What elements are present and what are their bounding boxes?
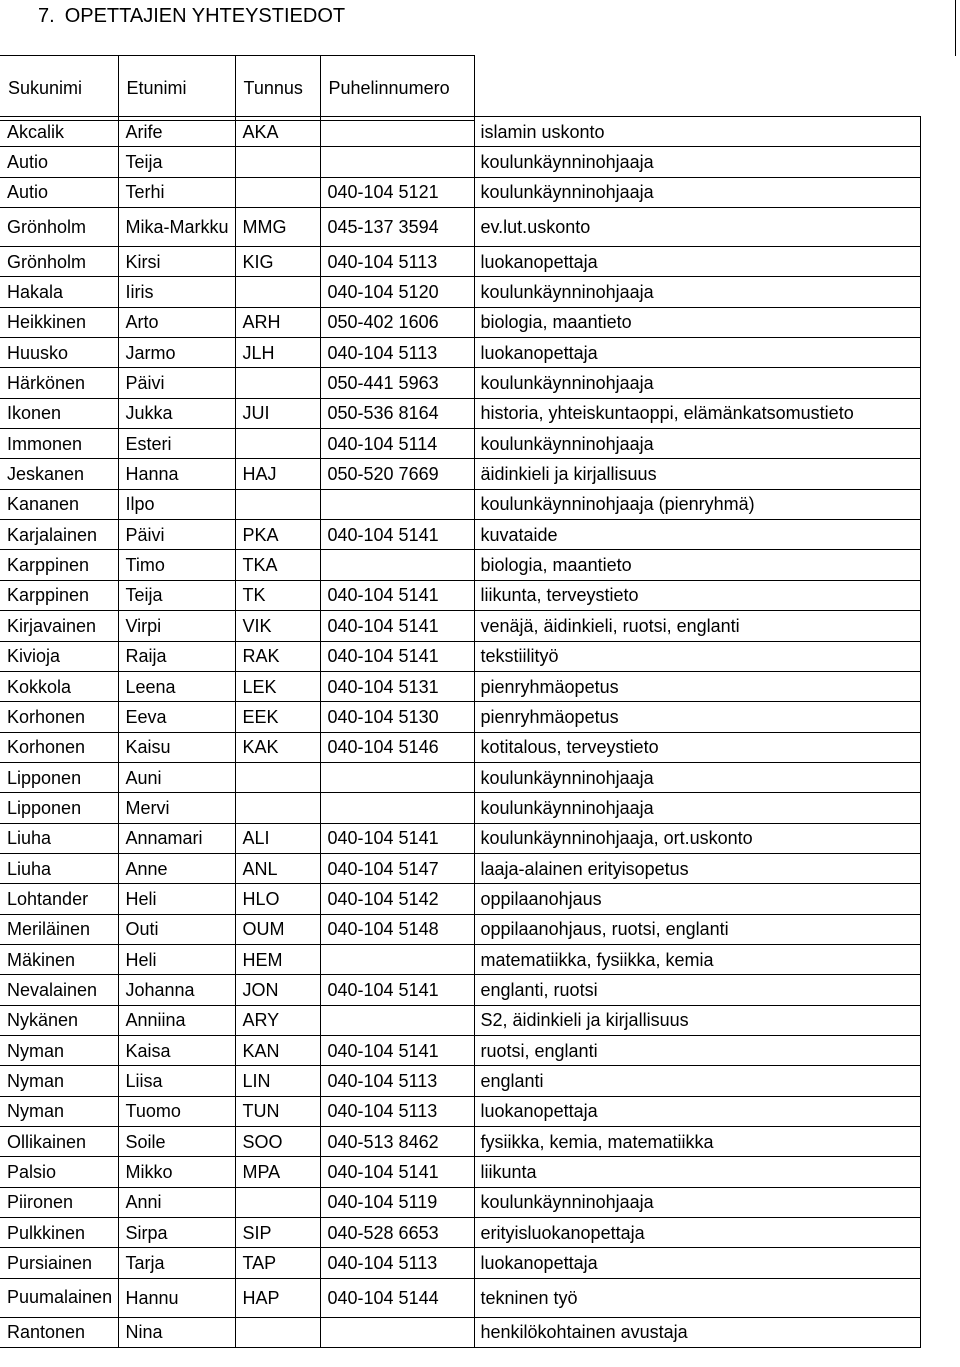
surname-cell: Huusko xyxy=(0,338,118,368)
subject-cell: koulunkäynninohjaaja (pienryhmä) xyxy=(474,489,920,519)
table-row xyxy=(0,853,920,883)
code-cell xyxy=(235,429,320,459)
table-row xyxy=(0,147,920,177)
surname-cell: Liuha xyxy=(0,823,118,853)
first-name-cell: Timo xyxy=(118,550,235,580)
surname-cell: Akcalik xyxy=(0,117,118,147)
table-row xyxy=(0,550,920,580)
first-name-cell: Nina xyxy=(118,1317,235,1347)
table-row xyxy=(0,1248,920,1278)
code-cell: KAK xyxy=(235,732,320,762)
first-name-cell: Arto xyxy=(118,307,235,337)
subject-cell: koulunkäynninohjaaja xyxy=(474,147,920,177)
subject-cell: luokanopettaja xyxy=(474,1096,920,1126)
surname-cell: Karppinen xyxy=(0,580,118,610)
surname-cell: Meriläinen xyxy=(0,914,118,944)
surname-cell: Härkönen xyxy=(0,368,118,398)
first-name-cell: Outi xyxy=(118,914,235,944)
table-row xyxy=(0,1218,920,1248)
code-cell: HEM xyxy=(235,944,320,974)
subject-cell: pienryhmäopetus xyxy=(474,671,920,701)
surname-cell: Heikkinen xyxy=(0,307,118,337)
table-row xyxy=(0,671,920,701)
code-cell: PKA xyxy=(235,520,320,550)
code-cell xyxy=(235,793,320,823)
table-row xyxy=(0,732,920,762)
subject-cell: koulunkäynninohjaaja xyxy=(474,1187,920,1217)
subject-cell: oppilaanohjaus, ruotsi, englanti xyxy=(474,914,920,944)
phone-cell: 040-104 5121 xyxy=(320,177,474,207)
first-name-cell: Päivi xyxy=(118,368,235,398)
first-name-cell: Auni xyxy=(118,762,235,792)
code-cell xyxy=(235,762,320,792)
table-row xyxy=(0,277,920,307)
code-cell xyxy=(235,1317,320,1347)
code-cell xyxy=(235,368,320,398)
first-name-cell: Annamari xyxy=(118,823,235,853)
surname-cell: Lipponen xyxy=(0,762,118,792)
table-row xyxy=(0,1005,920,1035)
table-row xyxy=(0,429,920,459)
code-cell: VIK xyxy=(235,611,320,641)
phone-cell xyxy=(320,1005,474,1035)
subject-cell: englanti, ruotsi xyxy=(474,975,920,1005)
table-row xyxy=(0,208,920,247)
first-name-cell: Kirsi xyxy=(118,247,235,277)
table-row xyxy=(0,944,920,974)
teacher-rows xyxy=(0,117,920,1348)
first-name-cell: Hannu xyxy=(118,1278,235,1317)
table-row xyxy=(0,1157,920,1187)
phone-cell: 040-104 5141 xyxy=(320,975,474,1005)
code-cell: AKA xyxy=(235,117,320,147)
phone-cell: 040-104 5141 xyxy=(320,823,474,853)
first-name-cell: Anne xyxy=(118,853,235,883)
phone-cell: 040-104 5130 xyxy=(320,702,474,732)
surname-cell: Kivioja xyxy=(0,641,118,671)
phone-cell: 040-104 5131 xyxy=(320,671,474,701)
table-row xyxy=(0,520,920,550)
subject-cell: koulunkäynninohjaaja xyxy=(474,177,920,207)
subject-cell: fysiikka, kemia, matematiikka xyxy=(474,1127,920,1157)
phone-cell: 040-104 5113 xyxy=(320,1096,474,1126)
first-name-cell: Terhi xyxy=(118,177,235,207)
surname-cell: Lipponen xyxy=(0,793,118,823)
column-header-row xyxy=(0,56,474,121)
table-row xyxy=(0,459,920,489)
first-name-cell: Soile xyxy=(118,1127,235,1157)
phone-cell: 040-513 8462 xyxy=(320,1127,474,1157)
table-row xyxy=(0,580,920,610)
code-cell: JLH xyxy=(235,338,320,368)
surname-cell: Nyman xyxy=(0,1066,118,1096)
table-row xyxy=(0,247,920,277)
code-cell: MPA xyxy=(235,1157,320,1187)
section-title: OPETTAJIEN YHTEYSTIEDOT xyxy=(64,5,346,27)
phone-cell: 040-104 5114 xyxy=(320,429,474,459)
surname-cell: Puumalainen xyxy=(0,1278,118,1317)
first-name-cell: Anni xyxy=(118,1187,235,1217)
first-name-cell: Päivi xyxy=(118,520,235,550)
table-row xyxy=(0,793,920,823)
surname-cell: Nyman xyxy=(0,1096,118,1126)
surname-cell: Grönholm xyxy=(0,247,118,277)
code-cell: EEK xyxy=(235,702,320,732)
table-row xyxy=(0,489,920,519)
subject-cell: ruotsi, englanti xyxy=(474,1035,920,1065)
subject-cell: henkilökohtainen avustaja xyxy=(474,1317,920,1347)
phone-cell: 040-104 5120 xyxy=(320,277,474,307)
phone-cell: 040-104 5141 xyxy=(320,520,474,550)
section-number: 7. xyxy=(38,5,55,27)
code-cell xyxy=(235,177,320,207)
surname-cell: Kokkola xyxy=(0,671,118,701)
code-cell: HAJ xyxy=(235,459,320,489)
code-cell: ARY xyxy=(235,1005,320,1035)
subject-cell: äidinkieli ja kirjallisuus xyxy=(474,459,920,489)
table-row xyxy=(0,1096,920,1126)
subject-cell: kotitalous, terveystieto xyxy=(474,732,920,762)
subject-cell: biologia, maantieto xyxy=(474,307,920,337)
subject-cell: kuvataide xyxy=(474,520,920,550)
phone-cell: 040-104 5148 xyxy=(320,914,474,944)
surname-cell: Korhonen xyxy=(0,702,118,732)
phone-cell: 040-104 5141 xyxy=(320,641,474,671)
phone-cell: 040-104 5113 xyxy=(320,1066,474,1096)
table-row xyxy=(0,1035,920,1065)
first-name-cell: Heli xyxy=(118,884,235,914)
code-cell: SOO xyxy=(235,1127,320,1157)
first-name-cell: Kaisa xyxy=(118,1035,235,1065)
first-name-cell: Esteri xyxy=(118,429,235,459)
surname-cell: Ikonen xyxy=(0,398,118,428)
subject-cell: liikunta, terveystieto xyxy=(474,580,920,610)
surname-cell: Lohtander xyxy=(0,884,118,914)
table-row xyxy=(0,307,920,337)
surname-cell: Korhonen xyxy=(0,732,118,762)
surname-cell: Autio xyxy=(0,177,118,207)
subject-cell: koulunkäynninohjaaja xyxy=(474,429,920,459)
table-row xyxy=(0,884,920,914)
code-cell: TK xyxy=(235,580,320,610)
phone-cell: 040-104 5141 xyxy=(320,1157,474,1187)
subject-cell: pienryhmäopetus xyxy=(474,702,920,732)
section-heading xyxy=(38,4,345,28)
table-row xyxy=(0,823,920,853)
phone-cell: 040-528 6653 xyxy=(320,1218,474,1248)
phone-cell: 040-104 5147 xyxy=(320,853,474,883)
phone-cell: 040-104 5141 xyxy=(320,580,474,610)
code-cell: SIP xyxy=(235,1218,320,1248)
code-cell: KIG xyxy=(235,247,320,277)
code-cell: TUN xyxy=(235,1096,320,1126)
subject-cell: luokanopettaja xyxy=(474,1248,920,1278)
phone-cell: 040-104 5119 xyxy=(320,1187,474,1217)
first-name-cell: Kaisu xyxy=(118,732,235,762)
first-name-cell: Arife xyxy=(118,117,235,147)
first-name-cell: Ilpo xyxy=(118,489,235,519)
code-cell: TAP xyxy=(235,1248,320,1278)
code-cell: TKA xyxy=(235,550,320,580)
subject-cell: oppilaanohjaus xyxy=(474,884,920,914)
surname-cell: Palsio xyxy=(0,1157,118,1187)
phone-cell: 040-104 5142 xyxy=(320,884,474,914)
first-name-cell: Iiris xyxy=(118,277,235,307)
first-name-cell: Tuomo xyxy=(118,1096,235,1126)
first-name-cell: Tarja xyxy=(118,1248,235,1278)
code-cell: RAK xyxy=(235,641,320,671)
first-name-cell: Eeva xyxy=(118,702,235,732)
subject-cell: liikunta xyxy=(474,1157,920,1187)
surname-cell: Rantonen xyxy=(0,1317,118,1347)
surname-cell: Nykänen xyxy=(0,1005,118,1035)
phone-cell: 040-104 5144 xyxy=(320,1278,474,1317)
phone-cell xyxy=(320,489,474,519)
surname-cell: Grönholm xyxy=(0,208,118,247)
table-row xyxy=(0,338,920,368)
code-cell: JON xyxy=(235,975,320,1005)
surname-cell: Karjalainen xyxy=(0,520,118,550)
first-name-cell: Mika-Markku xyxy=(118,208,235,247)
phone-cell xyxy=(320,550,474,580)
first-name-cell: Virpi xyxy=(118,611,235,641)
table-row xyxy=(0,398,920,428)
code-cell: LIN xyxy=(235,1066,320,1096)
subject-cell: venäjä, äidinkieli, ruotsi, englanti xyxy=(474,611,920,641)
surname-cell: Hakala xyxy=(0,277,118,307)
column-header-etunimi: Etunimi xyxy=(118,56,235,121)
code-cell xyxy=(235,489,320,519)
table-row xyxy=(0,702,920,732)
surname-cell: Piironen xyxy=(0,1187,118,1217)
subject-cell: englanti xyxy=(474,1066,920,1096)
phone-cell: 045-137 3594 xyxy=(320,208,474,247)
phone-cell: 050-536 8164 xyxy=(320,398,474,428)
column-header-puhelinnumero: Puhelinnumero xyxy=(320,56,474,121)
subject-cell: islamin uskonto xyxy=(474,117,920,147)
code-cell xyxy=(235,277,320,307)
table-row xyxy=(0,177,920,207)
table-row xyxy=(0,1317,920,1347)
first-name-cell: Leena xyxy=(118,671,235,701)
phone-cell: 040-104 5113 xyxy=(320,338,474,368)
phone-cell xyxy=(320,147,474,177)
surname-cell: Jeskanen xyxy=(0,459,118,489)
surname-cell: Pursiainen xyxy=(0,1248,118,1278)
subject-cell: koulunkäynninohjaaja xyxy=(474,368,920,398)
subject-cell: koulunkäynninohjaaja, ort.uskonto xyxy=(474,823,920,853)
phone-cell: 040-104 5113 xyxy=(320,247,474,277)
subject-cell: luokanopettaja xyxy=(474,247,920,277)
first-name-cell: Raija xyxy=(118,641,235,671)
subject-cell: tekninen työ xyxy=(474,1278,920,1317)
surname-cell: Kananen xyxy=(0,489,118,519)
subject-cell: koulunkäynninohjaaja xyxy=(474,762,920,792)
first-name-cell: Sirpa xyxy=(118,1218,235,1248)
first-name-cell: Teija xyxy=(118,580,235,610)
surname-cell: Ollikainen xyxy=(0,1127,118,1157)
phone-cell: 050-520 7669 xyxy=(320,459,474,489)
phone-cell: 040-104 5113 xyxy=(320,1248,474,1278)
subject-cell: luokanopettaja xyxy=(474,338,920,368)
surname-cell: Nyman xyxy=(0,1035,118,1065)
first-name-cell: Hanna xyxy=(118,459,235,489)
phone-cell: 040-104 5141 xyxy=(320,1035,474,1065)
table-row xyxy=(0,975,920,1005)
code-cell: OUM xyxy=(235,914,320,944)
phone-cell: 040-104 5146 xyxy=(320,732,474,762)
table-row xyxy=(0,368,920,398)
surname-cell: Kirjavainen xyxy=(0,611,118,641)
table-row xyxy=(0,914,920,944)
subject-cell: tekstiilityö xyxy=(474,641,920,671)
phone-cell: 050-441 5963 xyxy=(320,368,474,398)
first-name-cell: Liisa xyxy=(118,1066,235,1096)
first-name-cell: Heli xyxy=(118,944,235,974)
code-cell: ALI xyxy=(235,823,320,853)
table-row xyxy=(0,1187,920,1217)
subject-cell: laaja-alainen erityisopetus xyxy=(474,853,920,883)
first-name-cell: Jarmo xyxy=(118,338,235,368)
surname-cell: Immonen xyxy=(0,429,118,459)
first-name-cell: Johanna xyxy=(118,975,235,1005)
teacher-contact-table xyxy=(0,116,921,1348)
phone-cell: 040-104 5141 xyxy=(320,611,474,641)
code-cell: KAN xyxy=(235,1035,320,1065)
page-edge-line xyxy=(955,0,956,56)
table-row xyxy=(0,1066,920,1096)
subject-cell: koulunkäynninohjaaja xyxy=(474,277,920,307)
phone-cell: 050-402 1606 xyxy=(320,307,474,337)
phone-cell xyxy=(320,1317,474,1347)
phone-cell xyxy=(320,793,474,823)
table-row xyxy=(0,1278,920,1317)
code-cell: ARH xyxy=(235,307,320,337)
subject-cell: biologia, maantieto xyxy=(474,550,920,580)
phone-cell xyxy=(320,762,474,792)
surname-cell: Karppinen xyxy=(0,550,118,580)
subject-cell: S2, äidinkieli ja kirjallisuus xyxy=(474,1005,920,1035)
first-name-cell: Mervi xyxy=(118,793,235,823)
code-cell: HAP xyxy=(235,1278,320,1317)
column-header-tunnus: Tunnus xyxy=(235,56,320,121)
first-name-cell: Jukka xyxy=(118,398,235,428)
table-row xyxy=(0,611,920,641)
table-row xyxy=(0,117,920,147)
subject-cell: matematiikka, fysiikka, kemia xyxy=(474,944,920,974)
code-cell: ANL xyxy=(235,853,320,883)
column-header-table xyxy=(0,55,475,121)
subject-cell: historia, yhteiskuntaoppi, elämänkatsomustieto xyxy=(474,398,920,428)
surname-cell: Mäkinen xyxy=(0,944,118,974)
subject-cell: koulunkäynninohjaaja xyxy=(474,793,920,823)
table-row xyxy=(0,641,920,671)
code-cell: JUI xyxy=(235,398,320,428)
phone-cell xyxy=(320,117,474,147)
surname-cell: Liuha xyxy=(0,853,118,883)
code-cell xyxy=(235,147,320,177)
table-row xyxy=(0,1127,920,1157)
code-cell xyxy=(235,1187,320,1217)
subject-cell: erityisluokanopettaja xyxy=(474,1218,920,1248)
phone-cell xyxy=(320,944,474,974)
surname-cell: Autio xyxy=(0,147,118,177)
first-name-cell: Mikko xyxy=(118,1157,235,1187)
table-row xyxy=(0,762,920,792)
first-name-cell: Teija xyxy=(118,147,235,177)
subject-cell: ev.lut.uskonto xyxy=(474,208,920,247)
first-name-cell: Anniina xyxy=(118,1005,235,1035)
column-header-sukunimi: Sukunimi xyxy=(0,56,118,121)
surname-cell: Nevalainen xyxy=(0,975,118,1005)
code-cell: LEK xyxy=(235,671,320,701)
surname-cell: Pulkkinen xyxy=(0,1218,118,1248)
code-cell: HLO xyxy=(235,884,320,914)
code-cell: MMG xyxy=(235,208,320,247)
